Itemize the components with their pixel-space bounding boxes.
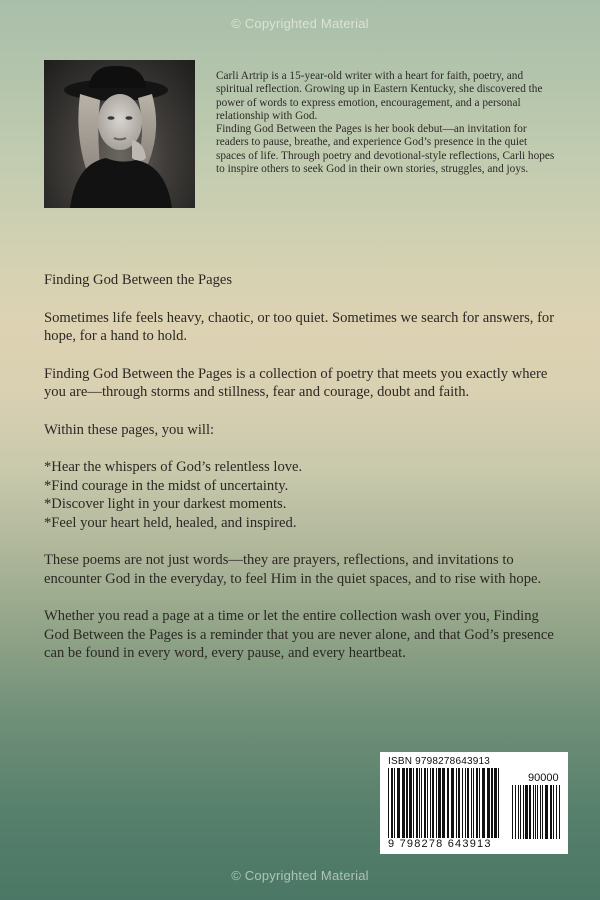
list-item: *Find courage in the midst of uncertainty. (44, 477, 289, 494)
blurb-list-intro: Within these pages, you will: (44, 421, 215, 438)
barcode-bars-addon (512, 785, 562, 839)
watermark-top: © Copyrighted Material (231, 16, 369, 31)
bio-paragraph-1: Carli Artrip is a 15-year-old writer with a heart for faith, poetry, and spiritual reflection. Growing up in Eastern Kentucky, she discovered the power of words to express emotion, encouragement, and a personal relationship with God. (216, 70, 543, 122)
barcode-bar (394, 768, 395, 838)
blurb-paragraph-2: Finding God Between the Pages is a collection of poetry that meets you exactly where you are—through storms and stillness, fear and courage, doubt and faith. (44, 365, 548, 400)
barcode-bar (451, 768, 454, 838)
barcode-bar (487, 768, 490, 838)
blurb-paragraph-1: Sometimes life feels heavy, chaotic, or too quiet. Sometimes we search for answers, for hope, for a hand to hold. (44, 309, 555, 344)
list-item: *Hear the whispers of God’s relentless love. (44, 459, 303, 475)
barcode-bar (409, 768, 412, 838)
barcode-bar (498, 768, 499, 838)
barcode-bar (406, 768, 408, 838)
barcode-bar (467, 768, 469, 838)
list-item: *Discover light in your darkest moments. (44, 496, 287, 512)
barcode-bar (540, 785, 541, 839)
barcode-bar (512, 785, 513, 839)
barcode-bar (529, 785, 531, 839)
barcode-bar (397, 768, 400, 838)
barcode-bar (491, 768, 493, 838)
barcode-bar (494, 768, 497, 838)
barcode-bar (537, 785, 538, 839)
barcode-bar (535, 785, 536, 839)
barcode-bar (416, 768, 418, 838)
author-photo (44, 60, 195, 208)
barcode-bar (482, 768, 485, 838)
barcode-bar (427, 768, 428, 838)
barcode-bar (545, 785, 548, 839)
barcode-bar (438, 768, 441, 838)
barcode-bar (523, 785, 524, 839)
barcode-bar (388, 768, 389, 838)
barcode-bar (471, 768, 472, 838)
barcode-bar (515, 785, 516, 839)
barcode-digits: 9 798278 643913 (388, 838, 492, 850)
barcode-bar (456, 768, 457, 838)
barcode-bar (550, 785, 552, 839)
barcode-bar (465, 768, 466, 838)
barcode-bar (413, 768, 414, 838)
barcode-bar (520, 785, 521, 839)
barcode-bar (424, 768, 426, 838)
isbn-label: ISBN 9798278643913 (388, 756, 491, 767)
barcode-bar (542, 785, 543, 839)
list-item: *Feel your heart held, healed, and inspired. (44, 514, 297, 531)
blurb-paragraph-4: Whether you read a page at a time or let the entire collection wash over you, Finding God Between the Pages is a reminder that you are never alone, and that God’s presence can be found in every word, every pause, and every heartbeat. (44, 608, 554, 661)
barcode-bar (436, 768, 437, 838)
watermark-bottom: © Copyrighted Material (231, 868, 369, 883)
barcode-bars-main (388, 768, 500, 838)
back-cover-blurb (44, 271, 566, 682)
barcode-bar (402, 768, 405, 838)
barcode-bar (556, 785, 557, 839)
blurb-paragraph-3: These poems are not just words—they are prayers, reflections, and invitations to encounter God in the everyday, to feel Him in the quiet spaces, and to rise with hope. (44, 552, 542, 587)
barcode-bar (476, 768, 478, 838)
barcode-bar (533, 785, 534, 839)
barcode-bar (430, 768, 431, 838)
barcode-bar (479, 768, 480, 838)
blurb-list (44, 458, 566, 532)
barcode-bar (559, 785, 560, 839)
barcode-bar (432, 768, 434, 838)
price-code: 90000 (528, 772, 559, 784)
barcode-bar (419, 768, 420, 838)
barcode-bar (462, 768, 463, 838)
author-bio (216, 70, 556, 176)
barcode-bar (421, 768, 422, 838)
author-portrait-illustration (44, 60, 195, 208)
barcode-bar (447, 768, 449, 838)
barcode-bar (458, 768, 460, 838)
barcode-bar (525, 785, 528, 839)
barcode-bar (553, 785, 554, 839)
barcode-bar (442, 768, 445, 838)
barcode-bar (391, 768, 393, 838)
barcode-bar (518, 785, 519, 839)
blurb-title: Finding God Between the Pages (44, 272, 233, 288)
isbn-barcode (380, 752, 568, 854)
barcode-bar (473, 768, 474, 838)
bio-paragraph-2: Finding God Between the Pages is her book debut—an invitation for readers to pause, breathe, and experience God’s presence in the quiet spaces of life. Through poetry and devotional-style reflections, Carli hopes to inspire others to seek God in their own stories, struggles, and joys. (216, 123, 555, 176)
